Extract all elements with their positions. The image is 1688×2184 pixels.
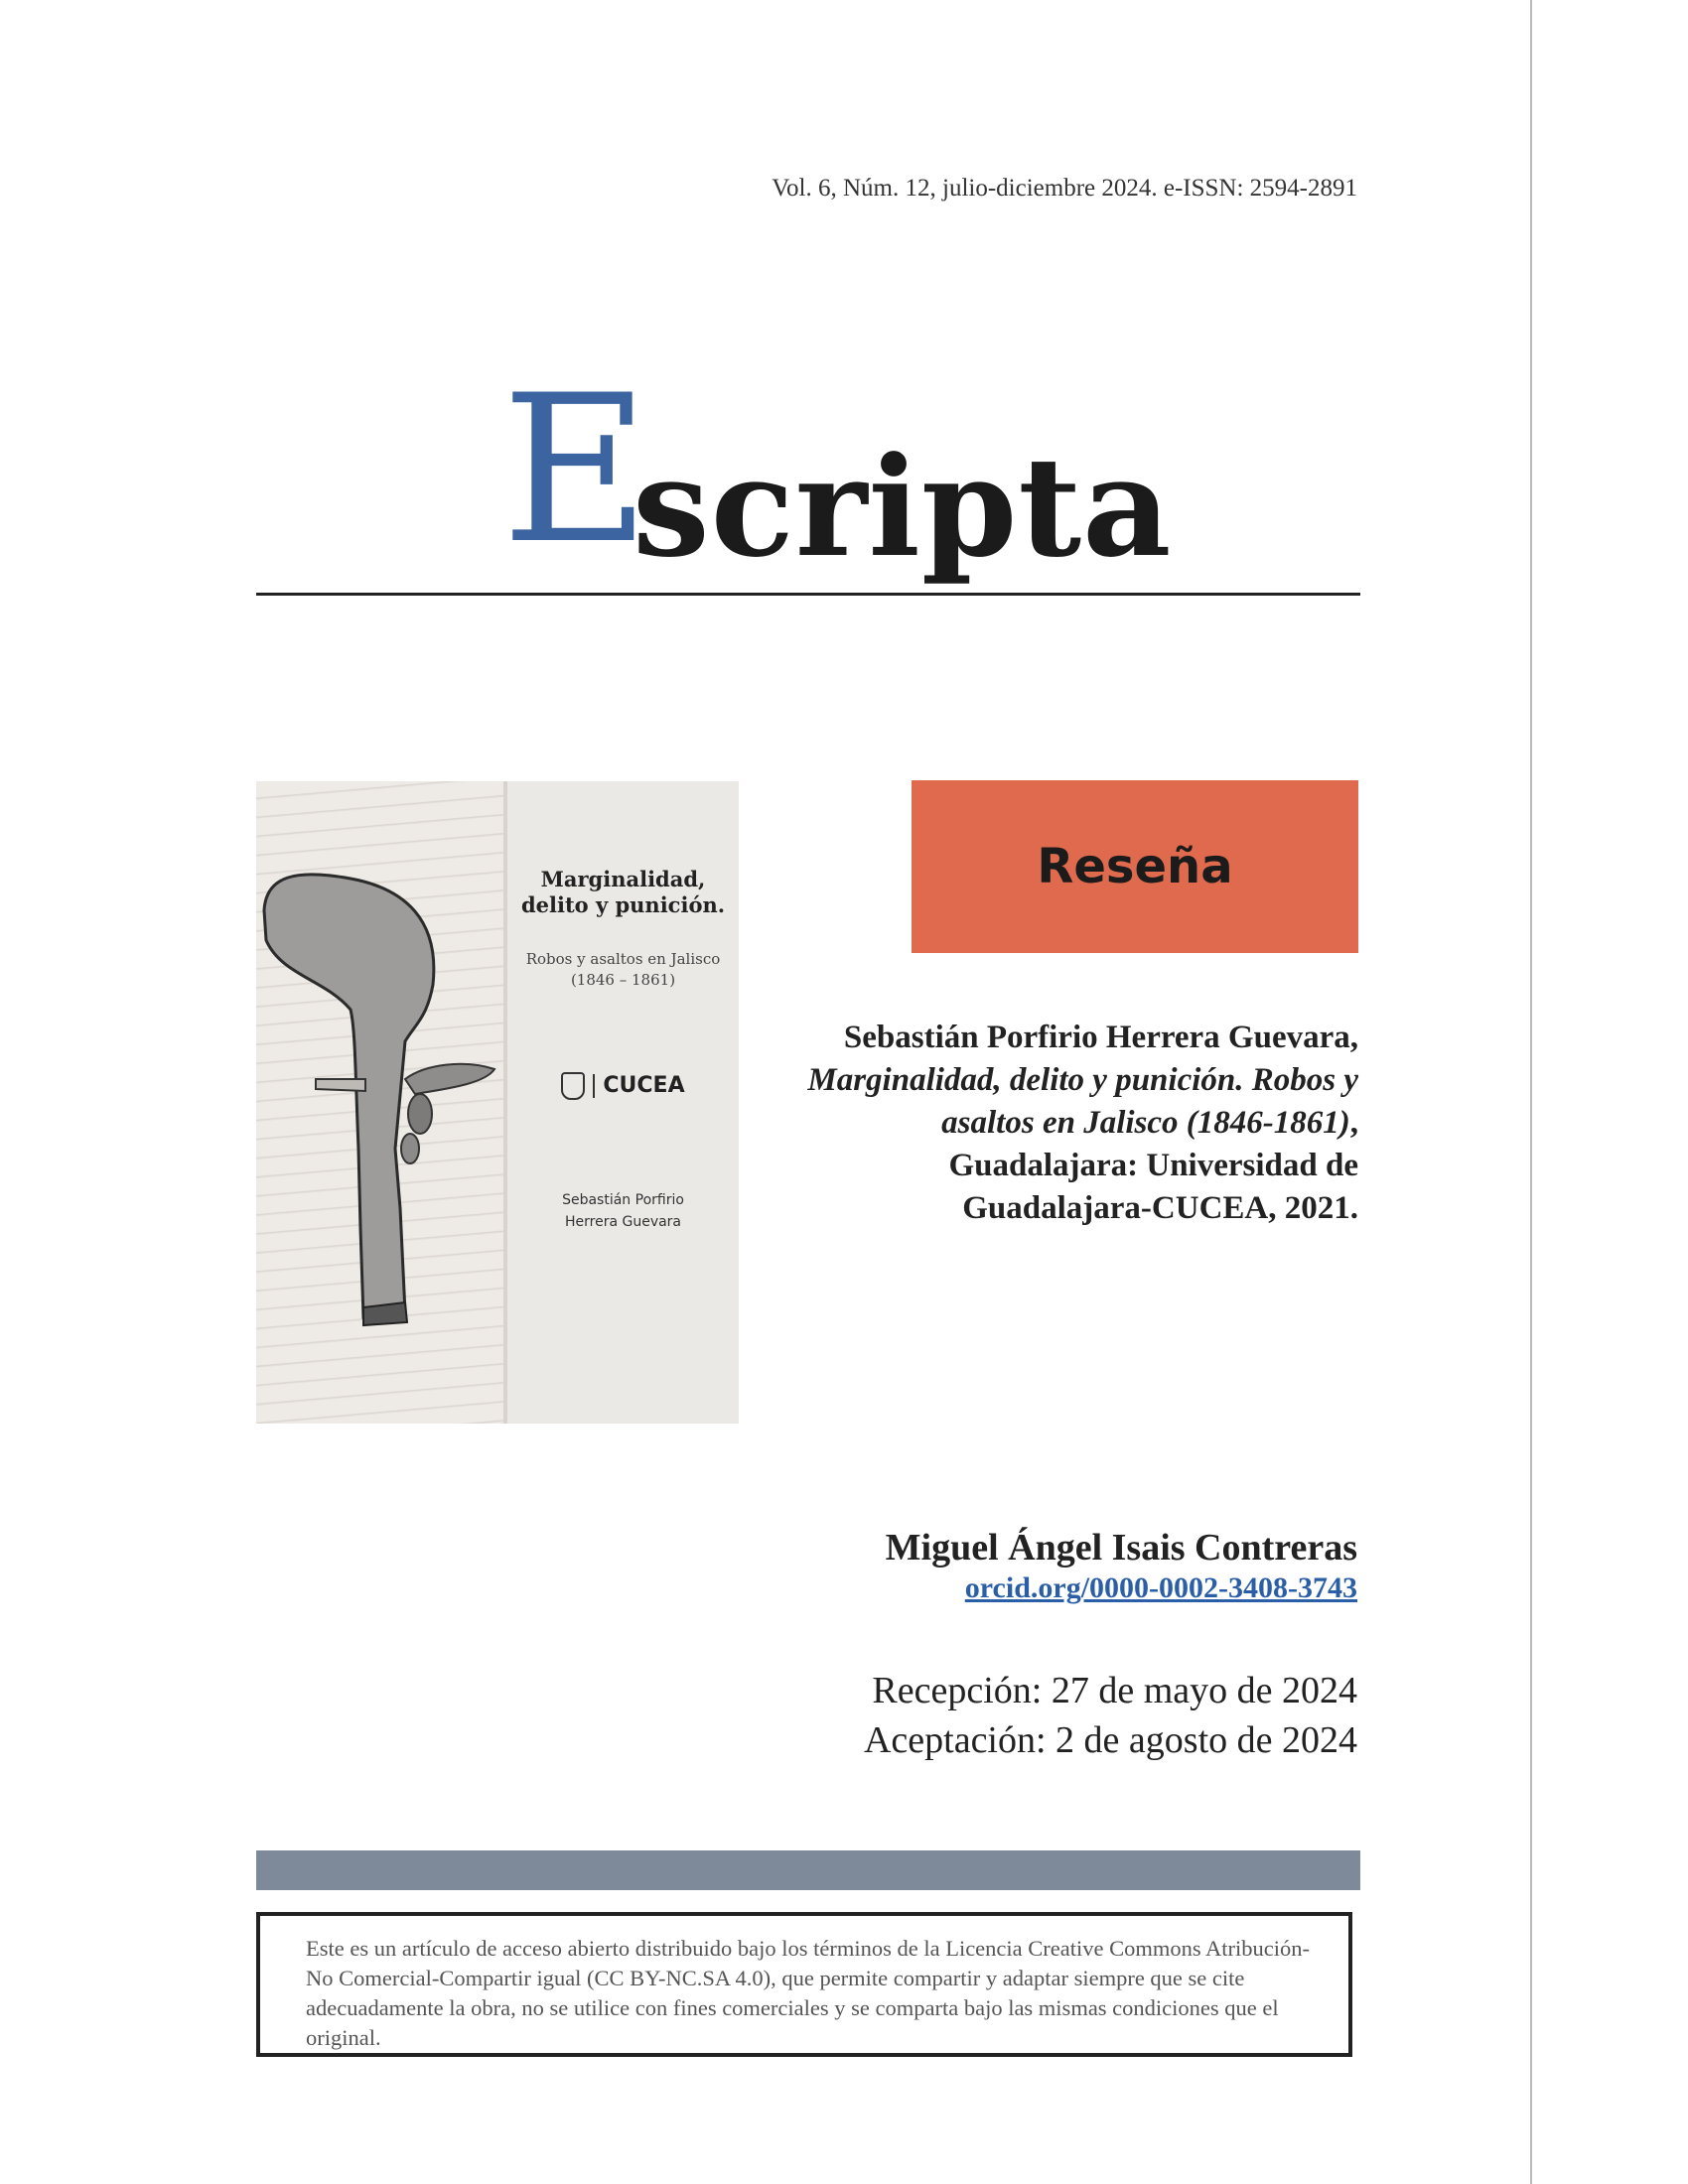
cover-title: [507, 867, 739, 919]
cover-author: [507, 1189, 739, 1234]
issue-info: Vol. 6, Núm. 12, julio-diciembre 2024. e-ISSN: 2594-2891: [772, 175, 1357, 202]
publisher-name: CUCEA: [603, 1073, 685, 1098]
section-label: Reseña: [1037, 839, 1233, 894]
pistol-illustration-icon: [256, 781, 503, 1424]
cover-title-line: delito y punición.: [520, 892, 726, 918]
cover-author-line: Sebastián Porfirio: [562, 1191, 684, 1208]
accepted-date: Aceptación: 2 de agosto de 2024: [863, 1719, 1357, 1761]
book-citation: [790, 1017, 1358, 1230]
cover-subtitle-line: (1846 – 1861): [570, 970, 676, 989]
masthead-divider: [256, 593, 1360, 596]
cover-author-line: Herrera Guevara: [564, 1213, 682, 1230]
reviewer-block: [886, 1525, 1357, 1606]
cover-text-panel: [507, 781, 739, 1424]
citation-title: Marginalidad, delito y punición. Robos y asaltos en Jalisco (1846-1861): [807, 1062, 1358, 1141]
cover-illustration-panel: [256, 781, 507, 1424]
cover-subtitle-line: Robos y asaltos en Jalisco: [525, 949, 721, 968]
journal-masthead: [501, 352, 1216, 589]
license-notice: [256, 1912, 1352, 2057]
logo-divider: [593, 1074, 595, 1098]
review-dates: [864, 1666, 1357, 1765]
section-badge: [912, 780, 1358, 953]
citation-author: Sebastián Porfirio Herrera Guevara,: [843, 1020, 1358, 1055]
license-text: Este es un artículo de acceso abierto distribuido bajo los términos de la Licencia Creative Commons Atribución-No Comercial-Compartir igual (CC BY-NC.SA 4.0), que permite compartir y adaptar siempre que se cite adecuadamente la obra, no se utilice con fines comerciales y se comparta bajo las mismas condiciones que el original.: [306, 1936, 1310, 2050]
reviewer-orcid-link[interactable]: orcid.org/0000-0002-3408-3743: [964, 1571, 1357, 1604]
book-cover: [256, 781, 739, 1424]
masthead-rest: scripta: [633, 426, 1173, 588]
publisher-logo: [507, 1072, 739, 1100]
cover-subtitle: [507, 949, 739, 991]
section-divider-bar: [256, 1850, 1360, 1890]
received-date: Recepción: 27 de mayo de 2024: [872, 1670, 1357, 1711]
university-seal-icon: [561, 1072, 585, 1100]
page-edge-rule: [1530, 0, 1532, 2184]
cover-title-line: Marginalidad,: [540, 867, 706, 891]
masthead-initial: E: [501, 352, 650, 589]
citation-publisher: , Guadalajara: Universidad de Guadalajara-CUCEA, 2021.: [948, 1105, 1358, 1226]
reviewer-name: Miguel Ángel Isais Contreras: [885, 1527, 1357, 1569]
